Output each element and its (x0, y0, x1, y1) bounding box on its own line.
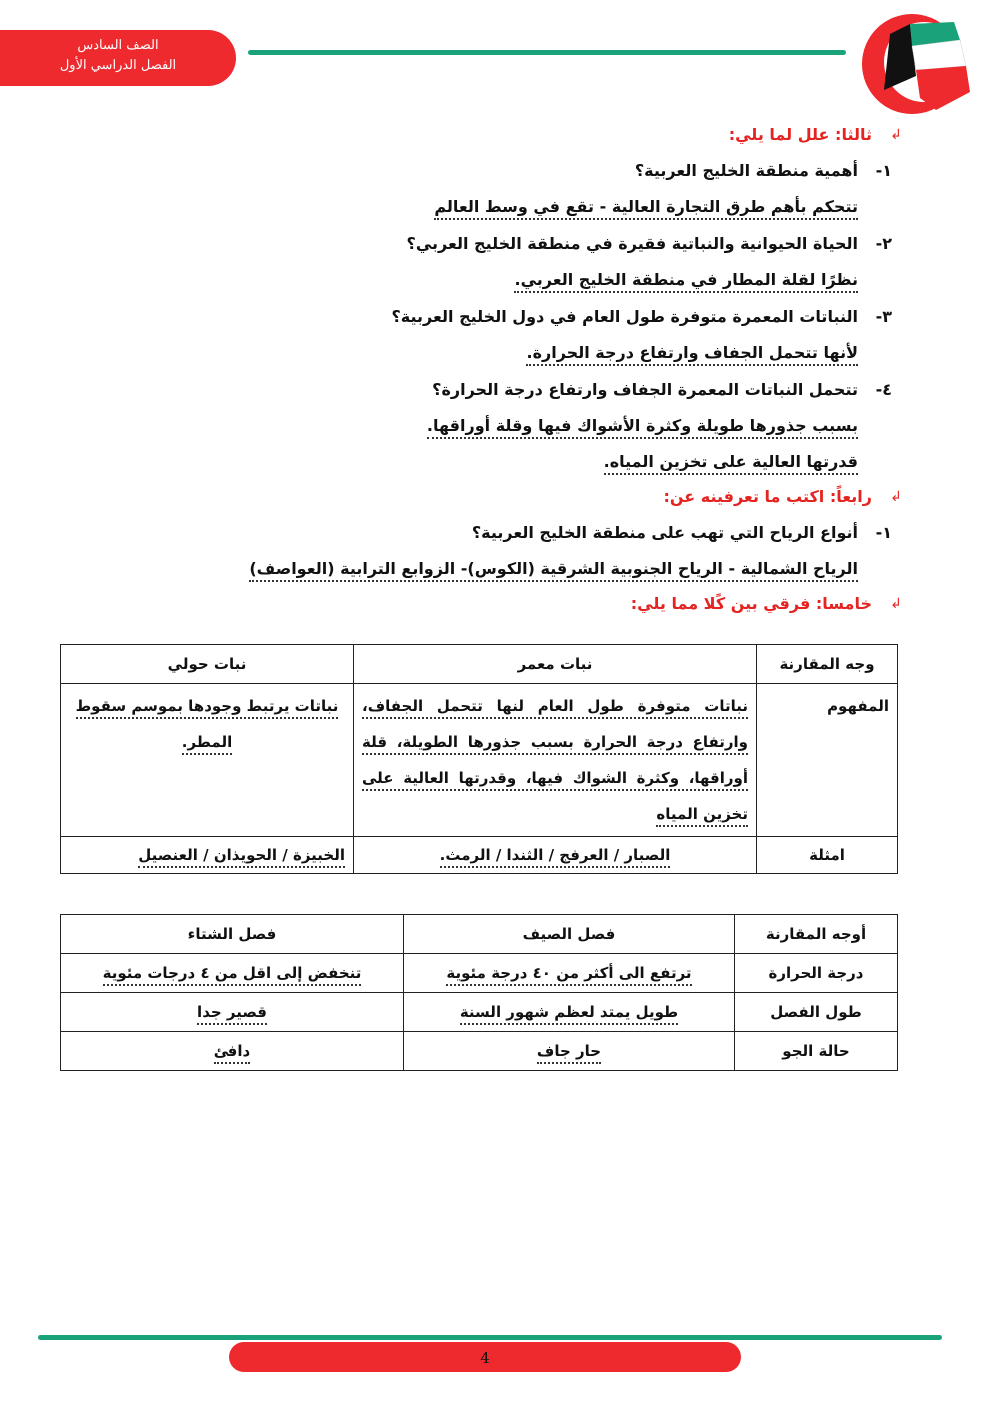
answer-4-1: الرياح الشمالية - الرياح الجنوبية الشرقية (الكوس)- الزوابع الترابية (العواصف) (60, 551, 902, 587)
table-header-cell: نبات معمر (354, 645, 757, 684)
return-arrow-icon: ↲ (890, 489, 902, 505)
question-3-2: ٢-الحياة الحيوانية والنباتية فقيرة في منطقة الخليج العربي؟ (406, 234, 892, 253)
table-cell: درجة الحرارة (735, 954, 898, 993)
term-label: الفصل الدراسي الأول (59, 58, 177, 73)
table-header-cell: نبات حولي (61, 645, 354, 684)
question-3-3: ٣-النباتات المعمرة متوفرة طول العام في دول الخليج العربية؟ (391, 307, 892, 326)
question-3-1: ١-أهمية منطقة الخليج العربية؟ (634, 161, 892, 180)
table-header-cell: فصل الشتاء (61, 915, 404, 954)
table-cell: ترتفع الى أكثر من ٤٠ درجة مئوية (404, 954, 735, 993)
grade-label: الصف السادس (77, 38, 159, 53)
table-header-row (61, 645, 898, 684)
return-arrow-icon: ↲ (890, 127, 902, 143)
table-plants-comparison (60, 644, 898, 874)
answer-3-3: لأنها تتحمل الجفاف وارتفاع درجة الحرارة. (60, 335, 902, 371)
table-header-row (61, 915, 898, 954)
answer-3-4a: بسبب جذورها طويلة وكثرة الأشواك فيها وقلة أوراقها. (60, 408, 902, 444)
table-cell: حار جاف (404, 1032, 735, 1071)
table-seasons-comparison (60, 914, 898, 1071)
table-cell: نباتات يرتبط وجودها بموسم سقوط المطر. (61, 684, 354, 837)
table-cell: طول الفصل (735, 993, 898, 1032)
content (60, 118, 902, 621)
table-cell: دافئ (61, 1032, 404, 1071)
table-cell: قصير جدا (61, 993, 404, 1032)
section-3-title: ↲ ثالثا: علل لما يلي: (60, 118, 902, 152)
table-row (61, 837, 898, 874)
question-3-4: ٤-تتحمل النباتات المعمرة الجفاف وارتفاع درجة الحرارة؟ (432, 380, 892, 399)
table-cell: حالة الجو (735, 1032, 898, 1071)
table-cell: طويل يمتد لعظم شهور السنة (404, 993, 735, 1032)
answer-3-1: تتحكم بأهم طرق التجارة العالية - تقع في وسط العالم (60, 189, 902, 225)
answer-3-4b: قدرتها العالية على تخزين المياه. (60, 444, 902, 480)
table-row (61, 993, 898, 1032)
table-row (61, 1032, 898, 1071)
header-badge (0, 30, 236, 86)
question-4-1: ١-أنواع الرياح التي تهب على منطقة الخليج العربية؟ (471, 523, 892, 542)
table-cell: المفهوم (757, 684, 898, 837)
table-header-cell: فصل الصيف (404, 915, 735, 954)
table-header-cell: أوجه المقارنة (735, 915, 898, 954)
table-cell: تنخفض إلى اقل من ٤ درجات مئوية (61, 954, 404, 993)
return-arrow-icon: ↲ (890, 596, 902, 612)
table-row (61, 684, 898, 837)
header-divider (248, 50, 846, 55)
table-cell: امثلة (757, 837, 898, 874)
table-header-cell: وجه المقارنة (757, 645, 898, 684)
answer-3-2: نظرًا لقلة المطار في منطقة الخليج العربي. (60, 262, 902, 298)
section-5-title: ↲ خامسا: فرقي بين كًلا مما يلي: (60, 587, 902, 621)
table-cell: نباتات متوفرة طول العام لنها تتحمل الجفاف، وارتفاع درجة الحرارة بسبب جذورها الطويلة، قلة أوراقها، وكثرة الشواك فيها، وقدرتها العالية على تخزين المياه (354, 684, 757, 837)
table-row (61, 954, 898, 993)
section-4-title: ↲ رابعاً: اكتب ما تعرفينه عن: (60, 480, 902, 514)
page-number: 4 (229, 1342, 741, 1372)
footer-divider (38, 1335, 942, 1340)
table-cell: الخبيزة / الحويذان / العنصيل (61, 837, 354, 874)
kuwait-map-logo (850, 6, 978, 116)
table-cell: الصبار / العرفج / الثندا / الرمث. (354, 837, 757, 874)
